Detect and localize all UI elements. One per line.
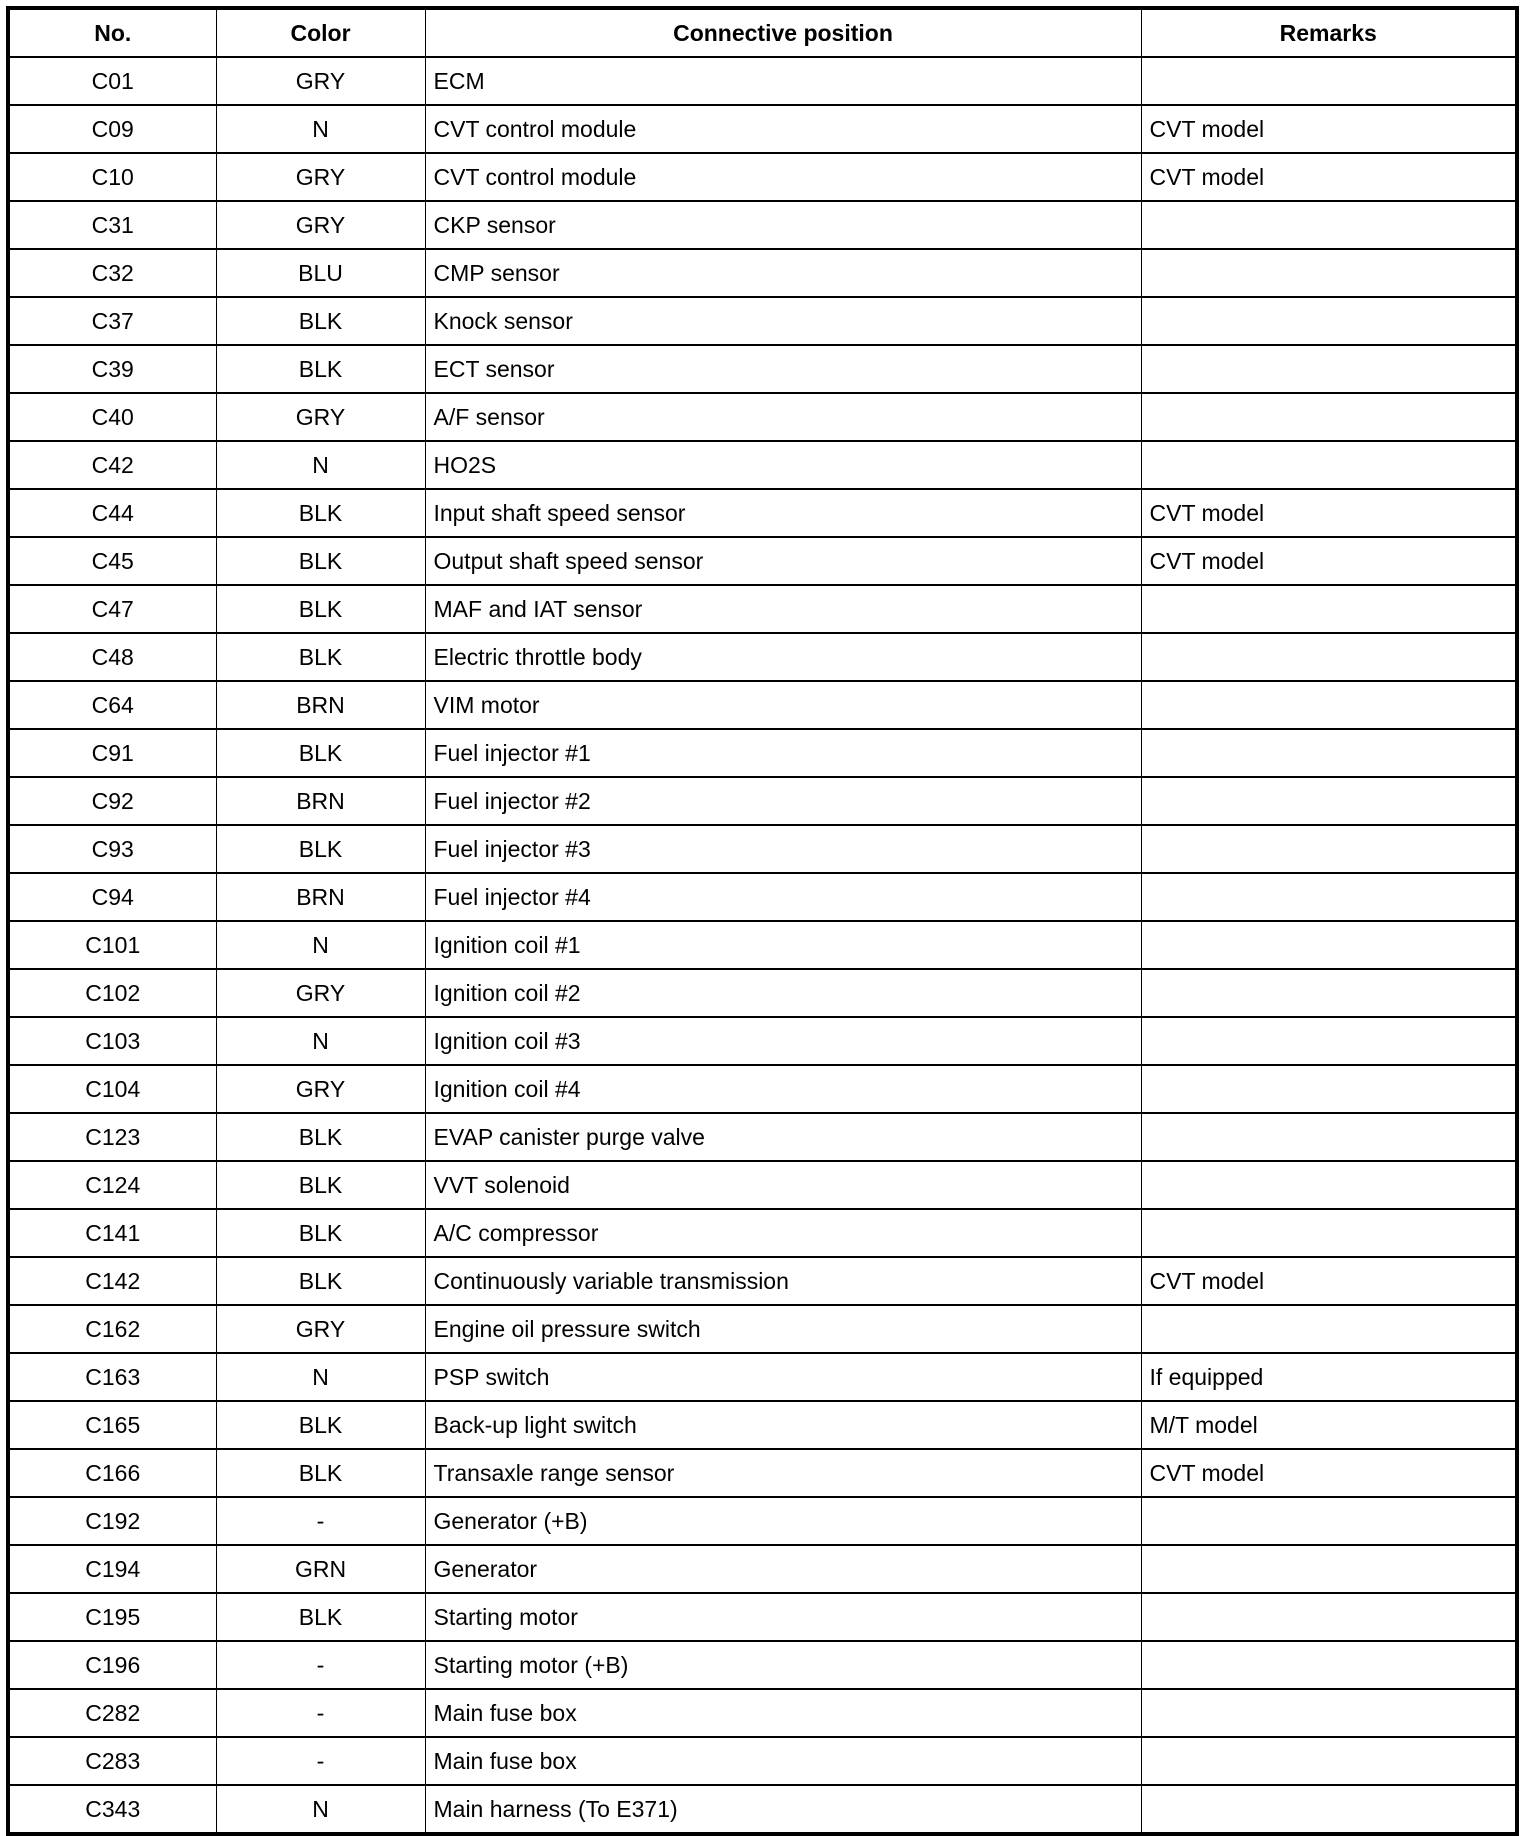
cell-position: Back-up light switch xyxy=(425,1401,1141,1449)
table-row xyxy=(8,153,1517,201)
cell-remarks: If equipped xyxy=(1141,1353,1517,1401)
table-row xyxy=(8,345,1517,393)
table-row xyxy=(8,1305,1517,1353)
table-row xyxy=(8,969,1517,1017)
cell-remarks xyxy=(1141,1545,1517,1593)
cell-remarks xyxy=(1141,825,1517,873)
table-row xyxy=(8,1401,1517,1449)
cell-position: Ignition coil #3 xyxy=(425,1017,1141,1065)
cell-remarks xyxy=(1141,1065,1517,1113)
cell-color: - xyxy=(216,1497,425,1545)
cell-no: C09 xyxy=(8,105,216,153)
cell-position: Electric throttle body xyxy=(425,633,1141,681)
cell-color: N xyxy=(216,1353,425,1401)
cell-color: - xyxy=(216,1641,425,1689)
cell-position: Knock sensor xyxy=(425,297,1141,345)
header-remarks: Remarks xyxy=(1141,8,1517,57)
table-row xyxy=(8,1545,1517,1593)
table-row xyxy=(8,1497,1517,1545)
cell-no: C101 xyxy=(8,921,216,969)
cell-remarks xyxy=(1141,1497,1517,1545)
cell-position: Generator xyxy=(425,1545,1141,1593)
cell-color: GRN xyxy=(216,1545,425,1593)
cell-position: Fuel injector #4 xyxy=(425,873,1141,921)
cell-remarks xyxy=(1141,1689,1517,1737)
cell-no: C162 xyxy=(8,1305,216,1353)
cell-remarks: CVT model xyxy=(1141,537,1517,585)
table-row xyxy=(8,537,1517,585)
cell-remarks xyxy=(1141,1305,1517,1353)
cell-no: C64 xyxy=(8,681,216,729)
cell-remarks xyxy=(1141,1641,1517,1689)
cell-no: C42 xyxy=(8,441,216,489)
cell-no: C196 xyxy=(8,1641,216,1689)
cell-no: C166 xyxy=(8,1449,216,1497)
cell-remarks: CVT model xyxy=(1141,105,1517,153)
cell-remarks xyxy=(1141,1161,1517,1209)
cell-color: BLK xyxy=(216,1593,425,1641)
cell-color: GRY xyxy=(216,393,425,441)
table-row xyxy=(8,1257,1517,1305)
cell-color: BLK xyxy=(216,489,425,537)
cell-color: N xyxy=(216,105,425,153)
cell-position: CVT control module xyxy=(425,153,1141,201)
cell-position: Ignition coil #2 xyxy=(425,969,1141,1017)
header-row xyxy=(8,8,1517,57)
cell-position: Main fuse box xyxy=(425,1737,1141,1785)
cell-position: VVT solenoid xyxy=(425,1161,1141,1209)
cell-color: BLK xyxy=(216,1113,425,1161)
cell-remarks xyxy=(1141,57,1517,105)
cell-color: BRN xyxy=(216,777,425,825)
cell-position: CVT control module xyxy=(425,105,1141,153)
table-row xyxy=(8,441,1517,489)
cell-position: Continuously variable transmission xyxy=(425,1257,1141,1305)
table-row xyxy=(8,1353,1517,1401)
cell-position: A/C compressor xyxy=(425,1209,1141,1257)
cell-color: - xyxy=(216,1737,425,1785)
cell-position: Fuel injector #1 xyxy=(425,729,1141,777)
table-row xyxy=(8,825,1517,873)
table-row xyxy=(8,105,1517,153)
cell-no: C94 xyxy=(8,873,216,921)
cell-position: Fuel injector #2 xyxy=(425,777,1141,825)
cell-position: Starting motor (+B) xyxy=(425,1641,1141,1689)
cell-color: BLK xyxy=(216,297,425,345)
connector-table xyxy=(6,6,1519,1836)
cell-position: Transaxle range sensor xyxy=(425,1449,1141,1497)
table-row xyxy=(8,1449,1517,1497)
cell-remarks xyxy=(1141,633,1517,681)
cell-color: GRY xyxy=(216,57,425,105)
cell-color: N xyxy=(216,921,425,969)
cell-no: C192 xyxy=(8,1497,216,1545)
cell-no: C39 xyxy=(8,345,216,393)
cell-position: MAF and IAT sensor xyxy=(425,585,1141,633)
cell-remarks xyxy=(1141,201,1517,249)
table-row xyxy=(8,873,1517,921)
cell-color: BLK xyxy=(216,825,425,873)
table-row xyxy=(8,633,1517,681)
cell-position: Starting motor xyxy=(425,1593,1141,1641)
cell-remarks: CVT model xyxy=(1141,1257,1517,1305)
cell-color: N xyxy=(216,1785,425,1834)
cell-position: Generator (+B) xyxy=(425,1497,1141,1545)
cell-no: C103 xyxy=(8,1017,216,1065)
table-row xyxy=(8,1065,1517,1113)
cell-no: C91 xyxy=(8,729,216,777)
cell-remarks xyxy=(1141,969,1517,1017)
cell-remarks xyxy=(1141,297,1517,345)
cell-remarks xyxy=(1141,1113,1517,1161)
cell-position: Engine oil pressure switch xyxy=(425,1305,1141,1353)
table-row xyxy=(8,1017,1517,1065)
table-row xyxy=(8,1593,1517,1641)
cell-no: C194 xyxy=(8,1545,216,1593)
cell-position: VIM motor xyxy=(425,681,1141,729)
header-no: No. xyxy=(8,8,216,57)
cell-remarks xyxy=(1141,393,1517,441)
cell-no: C343 xyxy=(8,1785,216,1834)
cell-no: C10 xyxy=(8,153,216,201)
cell-color: GRY xyxy=(216,153,425,201)
cell-remarks xyxy=(1141,873,1517,921)
cell-position: Output shaft speed sensor xyxy=(425,537,1141,585)
cell-color: BRN xyxy=(216,873,425,921)
cell-remarks: M/T model xyxy=(1141,1401,1517,1449)
cell-color: BLK xyxy=(216,729,425,777)
table-row xyxy=(8,777,1517,825)
cell-remarks: CVT model xyxy=(1141,1449,1517,1497)
cell-position: HO2S xyxy=(425,441,1141,489)
cell-position: ECT sensor xyxy=(425,345,1141,393)
table-row xyxy=(8,681,1517,729)
table-row xyxy=(8,201,1517,249)
cell-color: BLK xyxy=(216,585,425,633)
cell-remarks: CVT model xyxy=(1141,153,1517,201)
table-row xyxy=(8,921,1517,969)
cell-remarks xyxy=(1141,921,1517,969)
cell-no: C142 xyxy=(8,1257,216,1305)
cell-remarks xyxy=(1141,777,1517,825)
cell-color: GRY xyxy=(216,201,425,249)
cell-color: BLK xyxy=(216,537,425,585)
cell-no: C48 xyxy=(8,633,216,681)
table-row xyxy=(8,585,1517,633)
cell-no: C40 xyxy=(8,393,216,441)
cell-position: Ignition coil #1 xyxy=(425,921,1141,969)
cell-no: C124 xyxy=(8,1161,216,1209)
cell-color: GRY xyxy=(216,1305,425,1353)
cell-remarks xyxy=(1141,1737,1517,1785)
cell-color: BLK xyxy=(216,1449,425,1497)
cell-color: BRN xyxy=(216,681,425,729)
cell-no: C01 xyxy=(8,57,216,105)
table-row xyxy=(8,249,1517,297)
cell-color: - xyxy=(216,1689,425,1737)
table-row xyxy=(8,1161,1517,1209)
cell-no: C104 xyxy=(8,1065,216,1113)
table-row xyxy=(8,393,1517,441)
cell-no: C195 xyxy=(8,1593,216,1641)
cell-no: C32 xyxy=(8,249,216,297)
cell-color: BLU xyxy=(216,249,425,297)
cell-color: BLK xyxy=(216,633,425,681)
cell-color: BLK xyxy=(216,345,425,393)
table-row xyxy=(8,729,1517,777)
cell-no: C44 xyxy=(8,489,216,537)
table-row xyxy=(8,1641,1517,1689)
header-position: Connective position xyxy=(425,8,1141,57)
cell-position: ECM xyxy=(425,57,1141,105)
cell-position: Input shaft speed sensor xyxy=(425,489,1141,537)
cell-no: C93 xyxy=(8,825,216,873)
table-row xyxy=(8,1113,1517,1161)
table-row xyxy=(8,1689,1517,1737)
cell-position: A/F sensor xyxy=(425,393,1141,441)
cell-position: CKP sensor xyxy=(425,201,1141,249)
cell-color: BLK xyxy=(216,1209,425,1257)
cell-position: Main fuse box xyxy=(425,1689,1141,1737)
cell-no: C283 xyxy=(8,1737,216,1785)
cell-remarks xyxy=(1141,729,1517,777)
cell-position: Main harness (To E371) xyxy=(425,1785,1141,1834)
cell-color: GRY xyxy=(216,1065,425,1113)
cell-color: BLK xyxy=(216,1161,425,1209)
cell-no: C37 xyxy=(8,297,216,345)
cell-color: GRY xyxy=(216,969,425,1017)
cell-remarks xyxy=(1141,1593,1517,1641)
cell-remarks xyxy=(1141,1017,1517,1065)
cell-remarks xyxy=(1141,585,1517,633)
cell-remarks xyxy=(1141,249,1517,297)
cell-no: C163 xyxy=(8,1353,216,1401)
cell-remarks xyxy=(1141,345,1517,393)
cell-no: C282 xyxy=(8,1689,216,1737)
cell-no: C102 xyxy=(8,969,216,1017)
header-color: Color xyxy=(216,8,425,57)
table-row xyxy=(8,1209,1517,1257)
cell-no: C92 xyxy=(8,777,216,825)
cell-position: EVAP canister purge valve xyxy=(425,1113,1141,1161)
cell-remarks xyxy=(1141,681,1517,729)
cell-no: C45 xyxy=(8,537,216,585)
cell-position: PSP switch xyxy=(425,1353,1141,1401)
cell-position: CMP sensor xyxy=(425,249,1141,297)
table-row xyxy=(8,1785,1517,1834)
cell-remarks xyxy=(1141,441,1517,489)
cell-color: N xyxy=(216,1017,425,1065)
cell-color: BLK xyxy=(216,1401,425,1449)
cell-color: N xyxy=(216,441,425,489)
cell-no: C141 xyxy=(8,1209,216,1257)
cell-no: C47 xyxy=(8,585,216,633)
table-row xyxy=(8,1737,1517,1785)
cell-color: BLK xyxy=(216,1257,425,1305)
table-row xyxy=(8,489,1517,537)
cell-no: C31 xyxy=(8,201,216,249)
cell-no: C165 xyxy=(8,1401,216,1449)
table-row xyxy=(8,57,1517,105)
cell-no: C123 xyxy=(8,1113,216,1161)
cell-position: Fuel injector #3 xyxy=(425,825,1141,873)
table-row xyxy=(8,297,1517,345)
cell-remarks xyxy=(1141,1209,1517,1257)
cell-remarks xyxy=(1141,1785,1517,1834)
cell-remarks: CVT model xyxy=(1141,489,1517,537)
cell-position: Ignition coil #4 xyxy=(425,1065,1141,1113)
